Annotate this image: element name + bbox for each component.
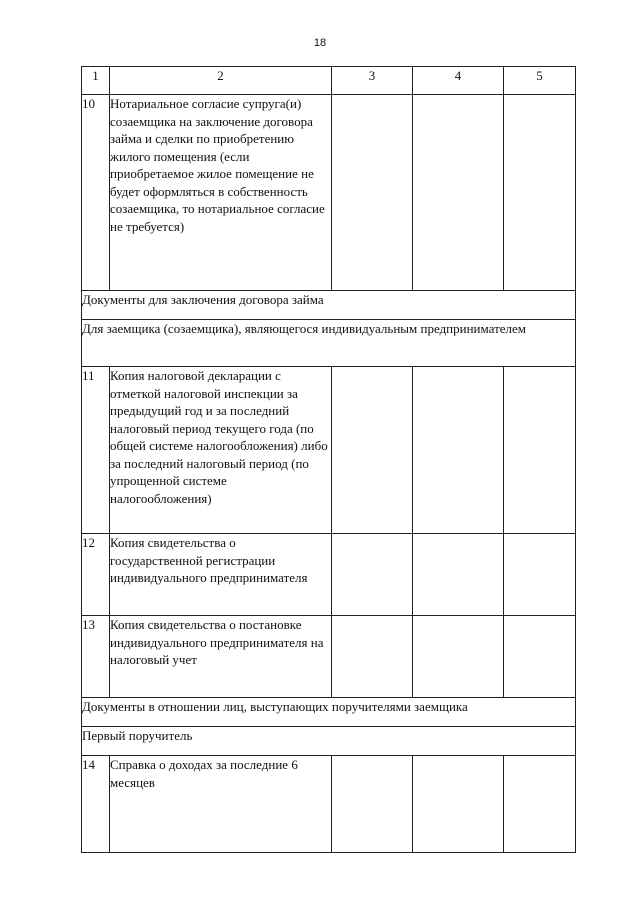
documents-table	[81, 66, 576, 853]
empty-cell	[504, 756, 576, 853]
section-row	[82, 727, 576, 756]
row-number: 13	[82, 616, 110, 698]
column-header: 3	[332, 67, 413, 95]
empty-cell	[413, 756, 504, 853]
table-row	[82, 367, 576, 534]
section-heading: Для заемщика (созаемщика), являющегося индивидуальным предпринимателем	[82, 320, 576, 367]
document-description: Нотариальное согласие супруга(и) созаемщика на заключение договора займа и сделки по приобретению жилого помещения (если приобретаемое жилое помещение не будет оформляться в собственность созаемщика, то нотариальное согласие не требуется)	[110, 95, 332, 291]
document-description: Копия свидетельства о постановке индивидуального предпринимателя на налоговый учет	[110, 616, 332, 698]
row-number: 11	[82, 367, 110, 534]
section-heading: Документы в отношении лиц, выступающих поручителями заемщика	[82, 698, 576, 727]
section-heading: Первый поручитель	[82, 727, 576, 756]
section-row	[82, 698, 576, 727]
empty-cell	[332, 756, 413, 853]
document-description: Копия свидетельства о государственной регистрации индивидуального предпринимателя	[110, 534, 332, 616]
empty-cell	[413, 616, 504, 698]
empty-cell	[332, 534, 413, 616]
table-row	[82, 616, 576, 698]
column-header: 1	[82, 67, 110, 95]
row-number: 10	[82, 95, 110, 291]
column-header: 5	[504, 67, 576, 95]
empty-cell	[504, 367, 576, 534]
document-description: Справка о доходах за последние 6 месяцев	[110, 756, 332, 853]
empty-cell	[504, 534, 576, 616]
document-description: Копия налоговой декларации с отметкой налоговой инспекции за предыдущий год и за последний налоговый период текущего года (по общей системе налогообложения) либо за последний налоговый период (по упрощенной системе налогообложения)	[110, 367, 332, 534]
section-heading: Документы для заключения договора займа	[82, 291, 576, 320]
table-row	[82, 756, 576, 853]
page-number: 18	[313, 37, 327, 49]
empty-cell	[332, 616, 413, 698]
empty-cell	[413, 95, 504, 291]
empty-cell	[504, 95, 576, 291]
empty-cell	[413, 534, 504, 616]
row-number: 12	[82, 534, 110, 616]
column-header: 2	[110, 67, 332, 95]
empty-cell	[413, 367, 504, 534]
table-header-row	[82, 67, 576, 95]
section-row	[82, 320, 576, 367]
table-row	[82, 534, 576, 616]
section-row	[82, 291, 576, 320]
table-row	[82, 95, 576, 291]
empty-cell	[504, 616, 576, 698]
empty-cell	[332, 95, 413, 291]
row-number: 14	[82, 756, 110, 853]
column-header: 4	[413, 67, 504, 95]
empty-cell	[332, 367, 413, 534]
